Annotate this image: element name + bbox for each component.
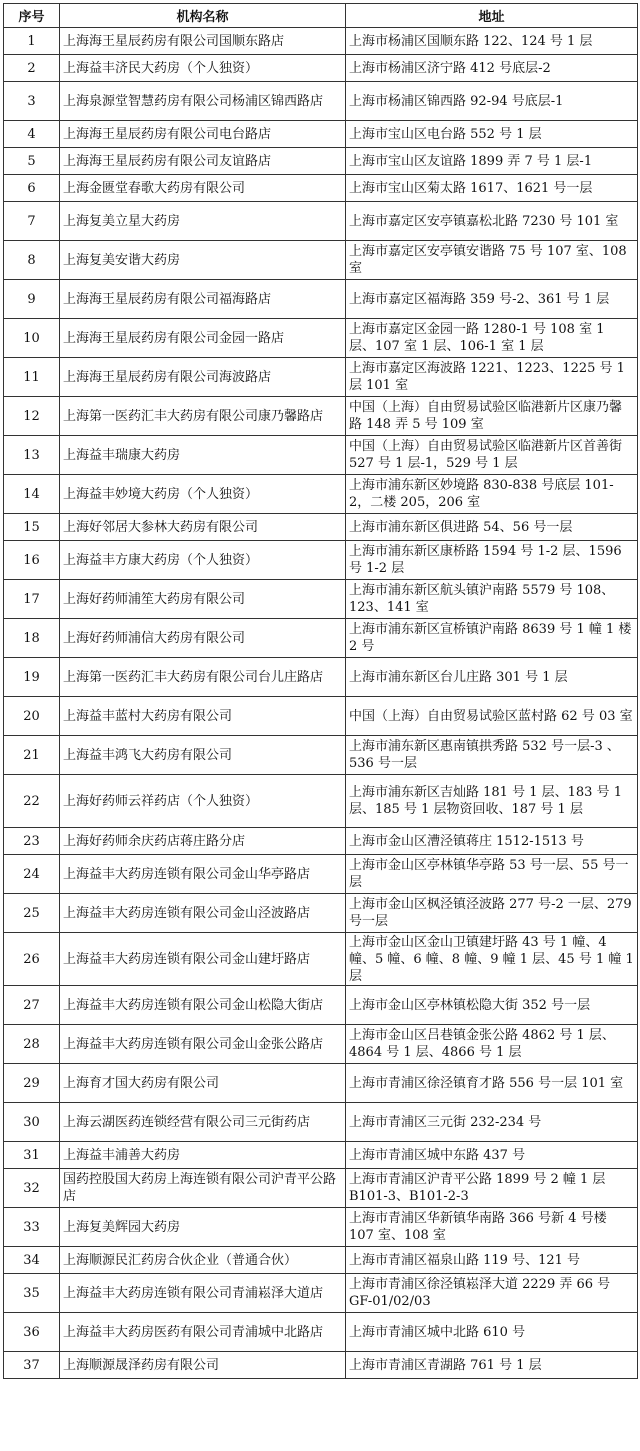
cell-address: 上海市金山区吕巷镇金张公路 4862 号 1 层、4864 号 1 层、4866 号 1 层 bbox=[346, 1025, 638, 1064]
cell-no: 27 bbox=[4, 986, 60, 1025]
cell-address: 上海市青浦区徐泾镇育才路 556 号一层 101 室 bbox=[346, 1064, 638, 1103]
table-row bbox=[4, 319, 638, 358]
cell-no: 1 bbox=[4, 28, 60, 55]
cell-name: 上海复美立星大药房 bbox=[60, 202, 346, 241]
cell-no: 26 bbox=[4, 933, 60, 986]
table-row bbox=[4, 55, 638, 82]
cell-no: 24 bbox=[4, 855, 60, 894]
cell-address: 上海市嘉定区安亭镇安谐路 75 号 107 室、108 室 bbox=[346, 241, 638, 280]
cell-name: 上海金匮堂春歌大药房有限公司 bbox=[60, 175, 346, 202]
cell-address: 上海市杨浦区锦西路 92-94 号底层-1 bbox=[346, 82, 638, 121]
cell-name: 上海海王星辰药房有限公司福海路店 bbox=[60, 280, 346, 319]
table-row bbox=[4, 828, 638, 855]
table-row bbox=[4, 1247, 638, 1274]
cell-address: 上海市青浦区华新镇华南路 366 号新 4 号楼 107 室、108 室 bbox=[346, 1208, 638, 1247]
cell-address: 上海市嘉定区海波路 1221、1223、1225 号 1 层 101 室 bbox=[346, 358, 638, 397]
table-row bbox=[4, 619, 638, 658]
cell-name: 上海复美安谐大药房 bbox=[60, 241, 346, 280]
cell-address: 中国（上海）自由贸易试验区临港新片区康乃馨路 148 弄 5 号 109 室 bbox=[346, 397, 638, 436]
table-row bbox=[4, 82, 638, 121]
table-row bbox=[4, 175, 638, 202]
header-address: 地址 bbox=[346, 4, 638, 28]
cell-address: 上海市嘉定区福海路 359 号-2、361 号 1 层 bbox=[346, 280, 638, 319]
cell-address: 上海市浦东新区俱进路 54、56 号一层 bbox=[346, 514, 638, 541]
cell-address: 上海市青浦区沪青平公路 1899 号 2 幢 1 层 B101-3、B101-2-3 bbox=[346, 1169, 638, 1208]
cell-address: 上海市青浦区福泉山路 119 号、121 号 bbox=[346, 1247, 638, 1274]
cell-address: 上海市青浦区城中北路 610 号 bbox=[346, 1313, 638, 1352]
cell-address: 中国（上海）自由贸易试验区蓝村路 62 号 03 室 bbox=[346, 697, 638, 736]
cell-name: 上海益丰蓝村大药房有限公司 bbox=[60, 697, 346, 736]
cell-name: 上海益丰大药房连锁有限公司青浦崧泽大道店 bbox=[60, 1274, 346, 1313]
table-row bbox=[4, 1352, 638, 1379]
cell-no: 20 bbox=[4, 697, 60, 736]
cell-address: 上海市金山区漕泾镇蒋庄 1512-1513 号 bbox=[346, 828, 638, 855]
cell-name: 上海顺源民汇药房合伙企业（普通合伙） bbox=[60, 1247, 346, 1274]
table-row bbox=[4, 775, 638, 828]
table-row bbox=[4, 475, 638, 514]
cell-name: 上海海王星辰药房有限公司国顺东路店 bbox=[60, 28, 346, 55]
cell-no: 22 bbox=[4, 775, 60, 828]
cell-address: 上海市金山区亭林镇松隐大街 352 号一层 bbox=[346, 986, 638, 1025]
cell-name: 上海复美辉园大药房 bbox=[60, 1208, 346, 1247]
table-row bbox=[4, 121, 638, 148]
cell-name: 上海益丰方康大药房（个人独资） bbox=[60, 541, 346, 580]
table-header-row bbox=[4, 4, 638, 28]
table-row bbox=[4, 580, 638, 619]
table-row bbox=[4, 1103, 638, 1142]
table-row bbox=[4, 148, 638, 175]
cell-name: 上海益丰大药房医药有限公司青浦城中北路店 bbox=[60, 1313, 346, 1352]
cell-no: 2 bbox=[4, 55, 60, 82]
cell-address: 上海市金山区亭林镇华亭路 53 号一层、55 号一层 bbox=[346, 855, 638, 894]
cell-address: 上海市浦东新区吉灿路 181 号 1 层、183 号 1 层、185 号 1 层物资回收、187 号 1 层 bbox=[346, 775, 638, 828]
table-row bbox=[4, 514, 638, 541]
cell-no: 36 bbox=[4, 1313, 60, 1352]
table-row bbox=[4, 1313, 638, 1352]
cell-address: 上海市浦东新区宣桥镇沪南路 8639 号 1 幢 1 楼 2 号 bbox=[346, 619, 638, 658]
cell-no: 25 bbox=[4, 894, 60, 933]
cell-no: 37 bbox=[4, 1352, 60, 1379]
cell-no: 12 bbox=[4, 397, 60, 436]
table-row bbox=[4, 1025, 638, 1064]
cell-no: 6 bbox=[4, 175, 60, 202]
cell-no: 11 bbox=[4, 358, 60, 397]
cell-no: 17 bbox=[4, 580, 60, 619]
table-row bbox=[4, 280, 638, 319]
cell-address: 上海市浦东新区妙境路 830-838 号底层 101-2，二楼 205，206 室 bbox=[346, 475, 638, 514]
table-row bbox=[4, 541, 638, 580]
cell-address: 上海市杨浦区济宁路 412 号底层-2 bbox=[346, 55, 638, 82]
cell-no: 16 bbox=[4, 541, 60, 580]
table-row bbox=[4, 933, 638, 986]
cell-no: 35 bbox=[4, 1274, 60, 1313]
cell-name: 上海益丰济民大药房（个人独资） bbox=[60, 55, 346, 82]
cell-name: 上海好邻居大参林大药房有限公司 bbox=[60, 514, 346, 541]
cell-name: 上海第一医药汇丰大药房有限公司康乃馨路店 bbox=[60, 397, 346, 436]
table-row bbox=[4, 1274, 638, 1313]
cell-address: 上海市金山区枫泾镇泾波路 277 号-2 一层、279 号一层 bbox=[346, 894, 638, 933]
cell-name: 上海益丰大药房连锁有限公司金山松隐大街店 bbox=[60, 986, 346, 1025]
cell-name: 上海益丰大药房连锁有限公司金山泾波路店 bbox=[60, 894, 346, 933]
cell-name: 上海海王星辰药房有限公司海波路店 bbox=[60, 358, 346, 397]
table-row bbox=[4, 436, 638, 475]
cell-no: 29 bbox=[4, 1064, 60, 1103]
cell-name: 上海好药师云祥药店（个人独资） bbox=[60, 775, 346, 828]
table-row bbox=[4, 358, 638, 397]
cell-name: 上海育才国大药房有限公司 bbox=[60, 1064, 346, 1103]
table-row bbox=[4, 1169, 638, 1208]
cell-name: 上海好药师浦笙大药房有限公司 bbox=[60, 580, 346, 619]
cell-name: 上海益丰大药房连锁有限公司金山华亭路店 bbox=[60, 855, 346, 894]
table-row bbox=[4, 1064, 638, 1103]
cell-no: 13 bbox=[4, 436, 60, 475]
cell-address: 上海市青浦区三元街 232-234 号 bbox=[346, 1103, 638, 1142]
cell-no: 33 bbox=[4, 1208, 60, 1247]
table-row bbox=[4, 697, 638, 736]
cell-no: 30 bbox=[4, 1103, 60, 1142]
cell-no: 5 bbox=[4, 148, 60, 175]
cell-address: 上海市青浦区徐泾镇崧泽大道 2229 弄 66 号 GF-01/02/03 bbox=[346, 1274, 638, 1313]
cell-name: 国药控股国大药房上海连锁有限公司沪青平公路店 bbox=[60, 1169, 346, 1208]
table-row bbox=[4, 397, 638, 436]
table-row bbox=[4, 202, 638, 241]
cell-name: 上海好药师余庆药店蒋庄路分店 bbox=[60, 828, 346, 855]
cell-name: 上海益丰鸿飞大药房有限公司 bbox=[60, 736, 346, 775]
cell-no: 34 bbox=[4, 1247, 60, 1274]
cell-name: 上海顺源晟泽药房有限公司 bbox=[60, 1352, 346, 1379]
table-row bbox=[4, 894, 638, 933]
header-name: 机构名称 bbox=[60, 4, 346, 28]
cell-address: 上海市青浦区城中东路 437 号 bbox=[346, 1142, 638, 1169]
cell-address: 上海市浦东新区航头镇沪南路 5579 号 108、123、141 室 bbox=[346, 580, 638, 619]
cell-name: 上海益丰大药房连锁有限公司金山金张公路店 bbox=[60, 1025, 346, 1064]
table-row bbox=[4, 1142, 638, 1169]
cell-name: 上海海王星辰药房有限公司友谊路店 bbox=[60, 148, 346, 175]
cell-name: 上海云湖医药连锁经营有限公司三元街药店 bbox=[60, 1103, 346, 1142]
cell-address: 上海市浦东新区台儿庄路 301 号 1 层 bbox=[346, 658, 638, 697]
header-no: 序号 bbox=[4, 4, 60, 28]
cell-address: 上海市青浦区青湖路 761 号 1 层 bbox=[346, 1352, 638, 1379]
cell-no: 18 bbox=[4, 619, 60, 658]
cell-address: 中国（上海）自由贸易试验区临港新片区首善街 527 号 1 层-1，529 号 1 层 bbox=[346, 436, 638, 475]
table-row bbox=[4, 241, 638, 280]
cell-no: 3 bbox=[4, 82, 60, 121]
cell-name: 上海益丰妙境大药房（个人独资） bbox=[60, 475, 346, 514]
cell-address: 上海市嘉定区安亭镇嘉松北路 7230 号 101 室 bbox=[346, 202, 638, 241]
cell-name: 上海海王星辰药房有限公司电台路店 bbox=[60, 121, 346, 148]
cell-no: 23 bbox=[4, 828, 60, 855]
table-row bbox=[4, 986, 638, 1025]
cell-address: 上海市宝山区友谊路 1899 弄 7 号 1 层-1 bbox=[346, 148, 638, 175]
table-row bbox=[4, 28, 638, 55]
cell-no: 15 bbox=[4, 514, 60, 541]
cell-name: 上海益丰瑞康大药房 bbox=[60, 436, 346, 475]
cell-no: 7 bbox=[4, 202, 60, 241]
cell-address: 上海市宝山区菊太路 1617、1621 号一层 bbox=[346, 175, 638, 202]
cell-name: 上海益丰大药房连锁有限公司金山建圩路店 bbox=[60, 933, 346, 986]
table-row bbox=[4, 658, 638, 697]
cell-name: 上海泉源堂智慧药房有限公司杨浦区锦西路店 bbox=[60, 82, 346, 121]
cell-no: 4 bbox=[4, 121, 60, 148]
cell-name: 上海海王星辰药房有限公司金园一路店 bbox=[60, 319, 346, 358]
cell-name: 上海益丰浦善大药房 bbox=[60, 1142, 346, 1169]
cell-address: 上海市杨浦区国顺东路 122、124 号 1 层 bbox=[346, 28, 638, 55]
pharmacy-table bbox=[3, 3, 638, 1379]
table-row bbox=[4, 1208, 638, 1247]
cell-no: 19 bbox=[4, 658, 60, 697]
table-body bbox=[4, 28, 638, 1379]
cell-no: 21 bbox=[4, 736, 60, 775]
cell-no: 28 bbox=[4, 1025, 60, 1064]
cell-address: 上海市浦东新区康桥路 1594 号 1-2 层、1596 号 1-2 层 bbox=[346, 541, 638, 580]
table-row bbox=[4, 855, 638, 894]
cell-address: 上海市金山区金山卫镇建圩路 43 号 1 幢、4 幢、5 幢、6 幢、8 幢、9 幢 1 层、45 号 1 幢 1 层 bbox=[346, 933, 638, 986]
cell-no: 31 bbox=[4, 1142, 60, 1169]
cell-address: 上海市嘉定区金园一路 1280-1 号 108 室 1 层、107 室 1 层、106-1 室 1 层 bbox=[346, 319, 638, 358]
cell-address: 上海市浦东新区惠南镇拱秀路 532 号一层-3 、536 号一层 bbox=[346, 736, 638, 775]
cell-name: 上海第一医药汇丰大药房有限公司台儿庄路店 bbox=[60, 658, 346, 697]
table-row bbox=[4, 736, 638, 775]
cell-no: 10 bbox=[4, 319, 60, 358]
cell-no: 14 bbox=[4, 475, 60, 514]
cell-name: 上海好药师浦信大药房有限公司 bbox=[60, 619, 346, 658]
cell-address: 上海市宝山区电台路 552 号 1 层 bbox=[346, 121, 638, 148]
cell-no: 32 bbox=[4, 1169, 60, 1208]
cell-no: 8 bbox=[4, 241, 60, 280]
cell-no: 9 bbox=[4, 280, 60, 319]
